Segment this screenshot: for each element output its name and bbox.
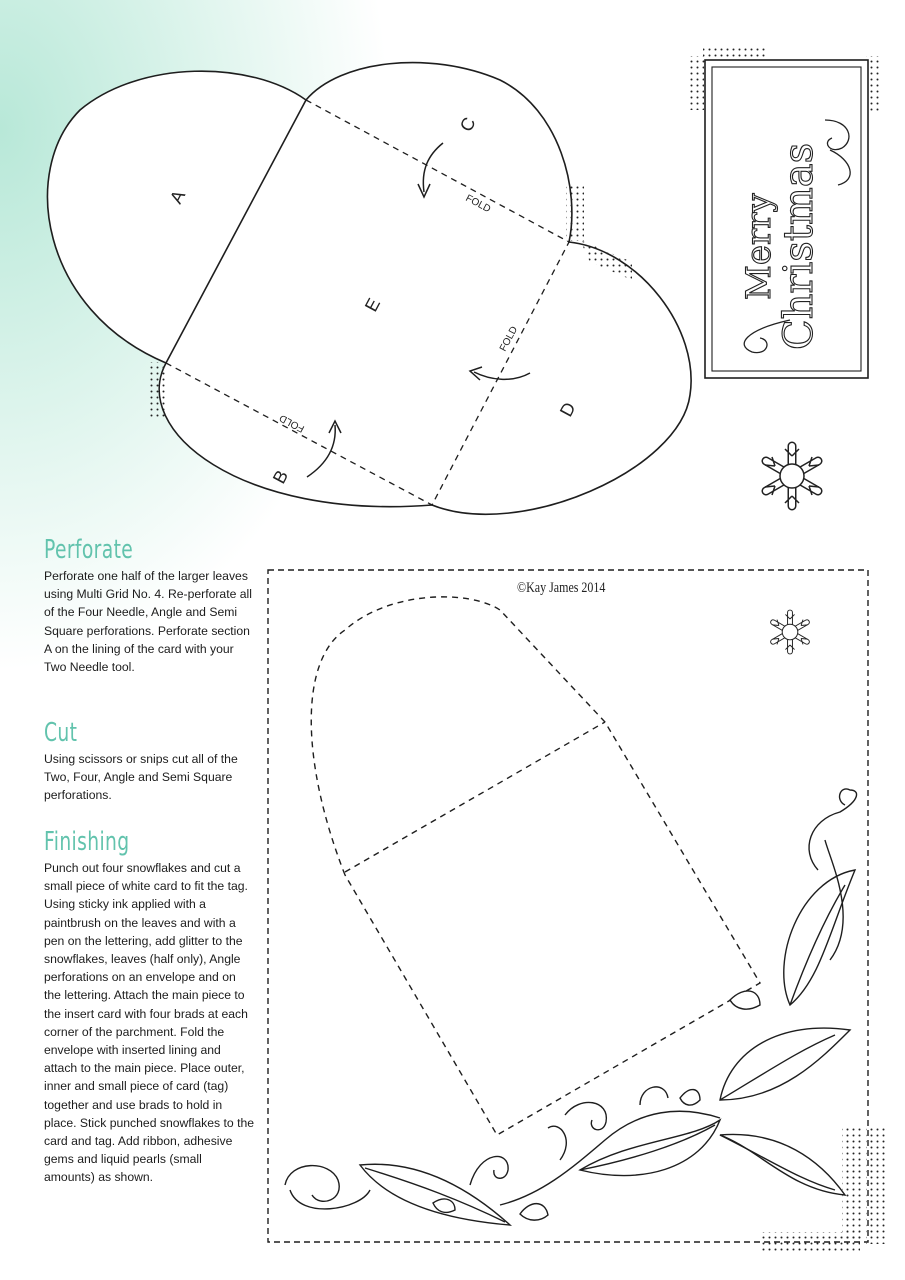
finishing-text: Punch out four snowflakes and cut a small piece of white card to fit the tag. Using sticky ink applied with a paintbrush on the leaves and with a pen on the lettering, add glitter to the snowflakes, leaves (half only), Angle perforations on an envelope and on the lettering. Attach the main piece to the insert card with four brads at each corner of the parchment. Fold the envelope with inserted lining and attach to the main piece. Place outer, inner and small piece of card (tag) together and use brads to hold in place. Stick punched snowflakes to the card and tag. Add ribbon, adhesive gems and liquid pearls (small amounts) as shown. [44,861,255,1185]
copyright-notice: ©Kay James 2014 [517,580,606,596]
fold-label-right: FOLD [497,324,521,354]
section-label-b: B [268,466,293,487]
snowflake-large [765,446,819,506]
section-label-a: A [165,186,190,207]
finishing-heading: Finishing [44,827,130,857]
greeting-merry: Merry [739,193,779,300]
section-label-e: E [360,294,385,315]
leaf-swirl-ornament [285,789,857,1225]
snowflake-small [772,613,807,652]
section-label-c: C [455,114,480,135]
cut-section [44,718,256,805]
christmas-tag [690,46,880,378]
perforation-dots-right [566,183,584,241]
fold-label-bottom: FOLD [277,411,307,435]
lining-outline [311,597,760,1135]
cut-text: Using scissors or snips cut all of the Two, Four, Angle and Semi Square perforations. [44,752,238,803]
finishing-section [44,827,256,1187]
perforate-heading: Perforate [44,535,134,565]
lining-fold-line [345,722,605,872]
cut-heading: Cut [44,718,78,748]
perforate-section [44,535,256,676]
envelope-template [48,63,692,515]
section-label-d: D [555,399,580,420]
perforate-text: Perforate one half of the larger leaves using Multi Grid No. 4. Re-perforate all of the Four Needle, Angle and Semi Square perforations. Perforate section A on the lining of the card with your Two Needle tool. [44,569,252,675]
greeting-christmas: Christmas [776,142,822,350]
perforation-dots-left [150,362,165,418]
insert-card-border [268,570,868,1242]
fold-label-top: FOLD [463,192,493,216]
envelope-outline [48,63,692,515]
